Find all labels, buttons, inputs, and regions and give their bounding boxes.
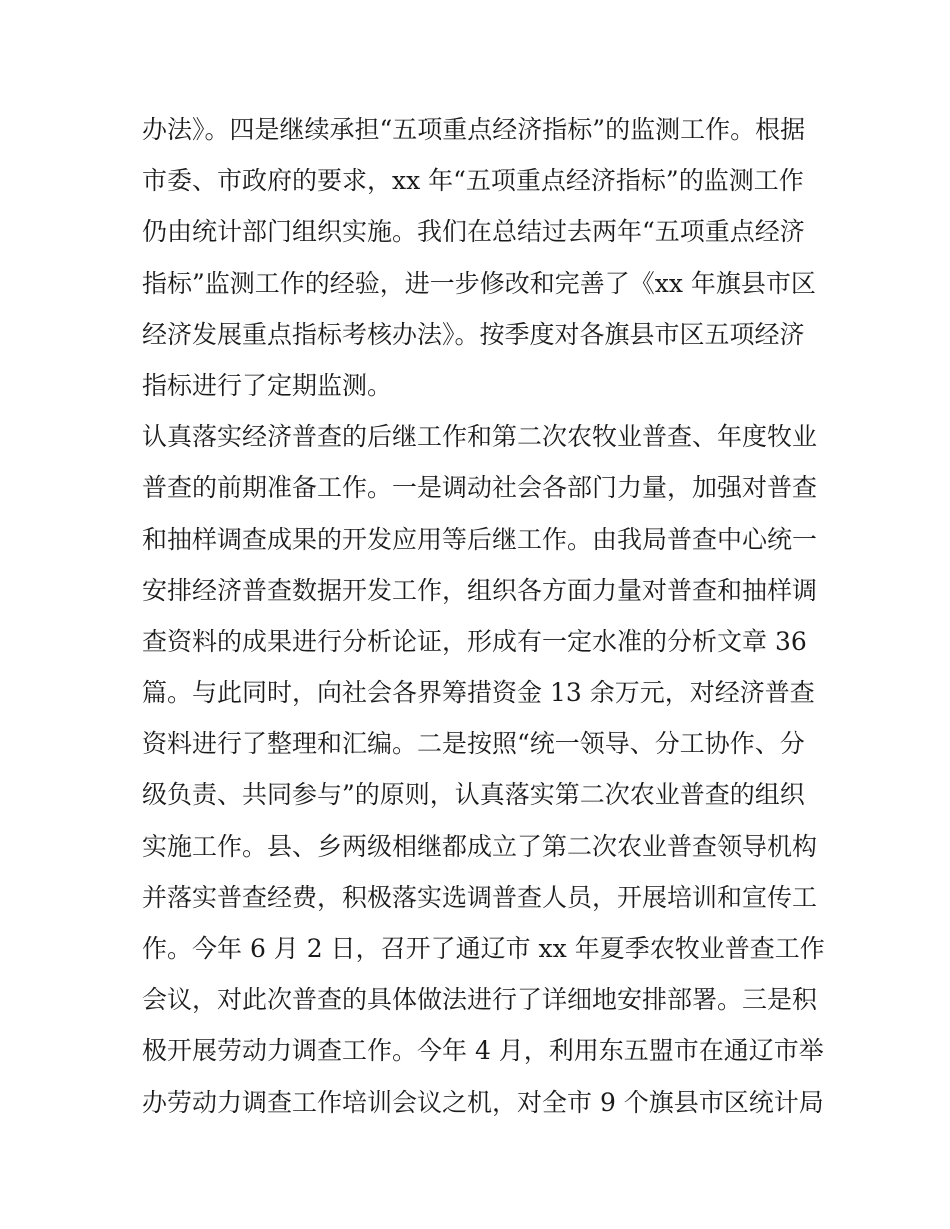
text-line-19: 极开展劳动力调查工作。今年 4 月，利用东五盟市在通辽市举 [142,1036,824,1066]
text-line-11: 查资料的成果进行分析论证，形成有一定水准的分析文章 36 [142,626,807,656]
text-line-12: 篇。与此同时，向社会各界筹措资金 13 余万元，对经济普查 [142,678,815,708]
text-line-9: 和抽样调查成果的开发应用等后继工作。由我局普查中心统一 [142,524,818,554]
text-line-3: 仍由统计部门组织实施。我们在总结过去两年“五项重点经济 [142,217,805,247]
text-line-20: 办劳动力调查工作培训会议之机，对全市 9 个旗县市区统计局 [142,1087,824,1117]
text-line-6: 指标进行了定期监测。 [142,370,393,400]
text-line-17: 作。今年 6 月 2 日，召开了通辽市 xx 年夏季农牧业普查工作 [142,934,825,963]
text-line-10: 安排经济普查数据开发工作，组织各方面力量对普查和抽样调 [142,575,818,605]
text-line-7: 认真落实经济普查的后继工作和第二次农牧业普查、年度牧业 [142,422,818,452]
text-line-8: 普查的前期准备工作。一是调动社会各部门力量，加强对普查 [142,473,818,503]
text-line-18: 会议，对此次普查的具体做法进行了详细地安排部署。三是积 [142,985,818,1015]
text-line-15: 实施工作。县、乡两级相继都成立了第二次农业普查领导机构 [142,831,818,861]
text-line-14: 级负责、共同参与”的原则，认真落实第二次农业普查的组织 [142,780,805,810]
text-line-4: 指标”监测工作的经验，进一步修改和完善了《xx 年旗县市区 [142,268,816,298]
text-line-13: 资料进行了整理和汇编。二是按照“统一领导、分工协作、分 [142,729,805,759]
text-line-1: 办法》。四是继续承担“五项重点经济指标”的监测工作。根据 [142,115,806,144]
text-line-16: 并落实普查经费，积极落实选调普查人员，开展培训和宣传工 [142,882,818,912]
text-line-2: 市委、市政府的要求，xx 年“五项重点经济指标”的监测工作 [142,166,804,196]
body-text [142,104,825,1128]
text-line-5: 经济发展重点指标考核办法》。按季度对各旗县市区五项经济 [142,319,805,349]
